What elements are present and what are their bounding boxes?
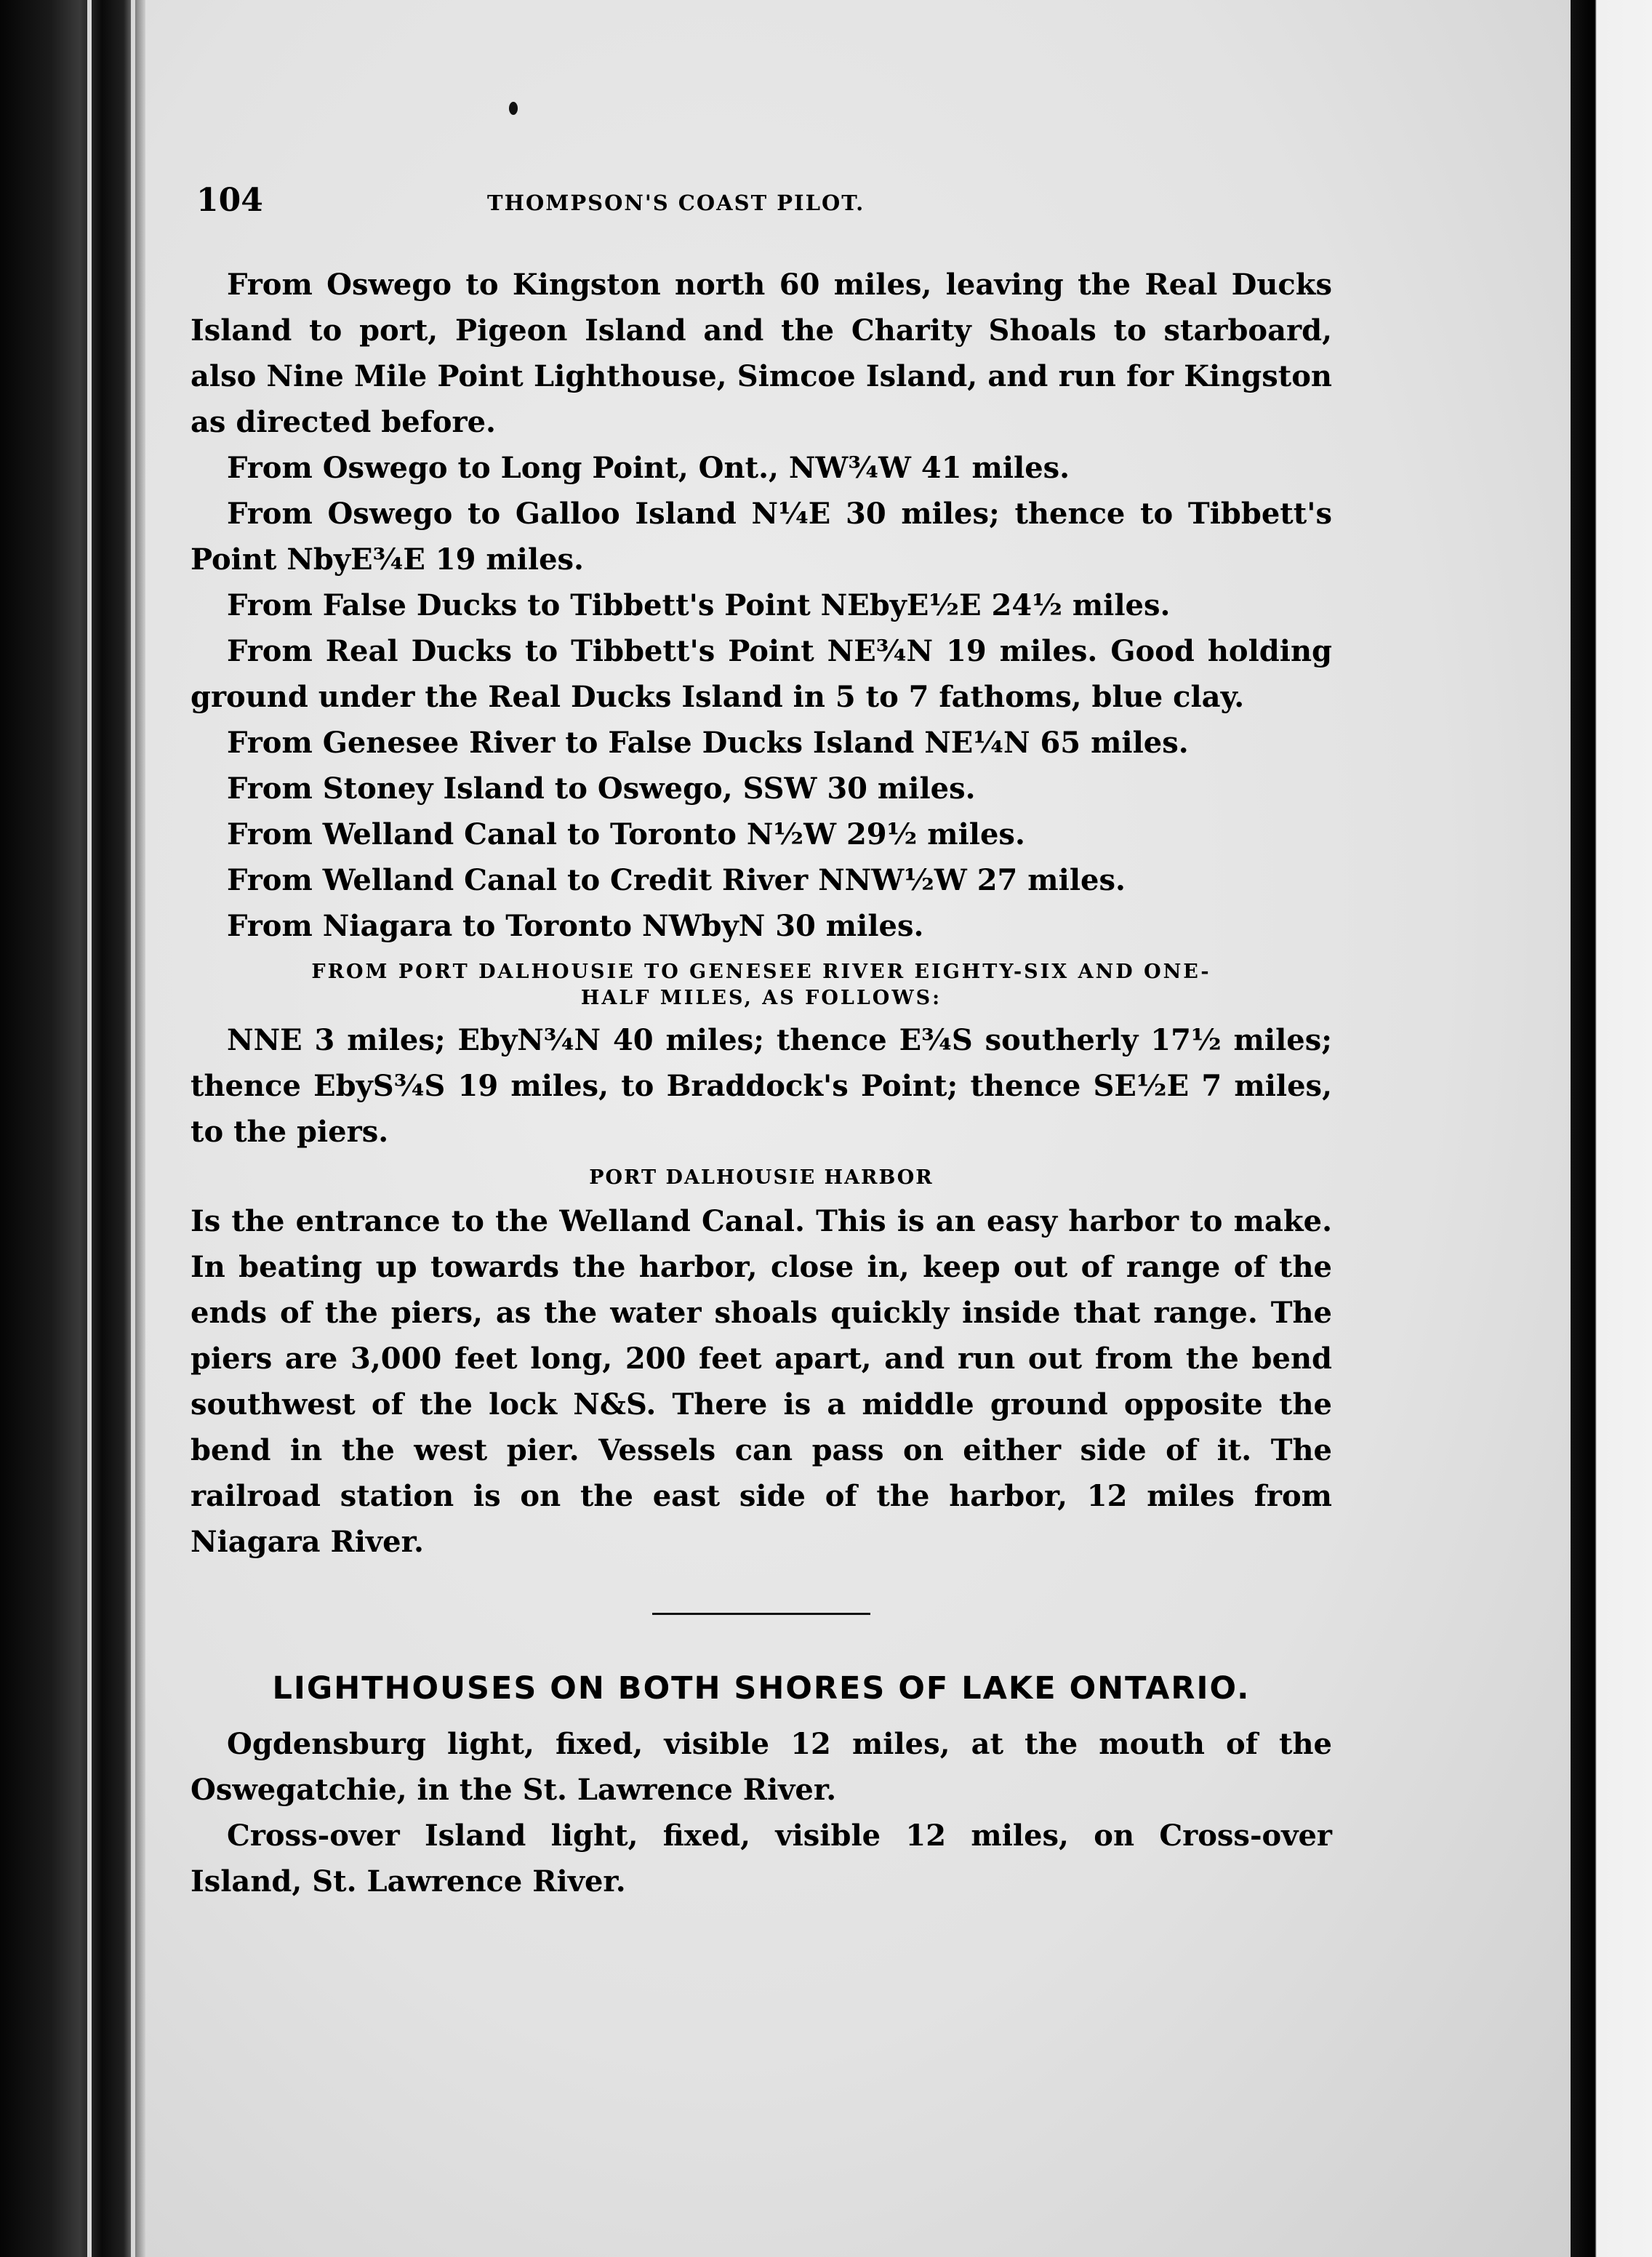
paragraph: From Welland Canal to Toronto N½W 29½ miles. <box>227 817 1025 851</box>
route-heading-line: HALF MILES, AS FOLLOWS: <box>580 987 942 1009</box>
ink-speck <box>509 102 518 115</box>
section-heading-route <box>191 959 1332 1011</box>
paragraph: From Genesee River to False Ducks Island NE¼N 65 miles. <box>227 726 1189 760</box>
paragraph: From Oswego to Long Point, Ont., NW¾W 41 miles. <box>227 451 1070 485</box>
page-number: 104 <box>196 182 263 219</box>
lighthouses-heading: LIGHTHOUSES ON BOTH SHORES OF LAKE ONTARIO. <box>272 1670 1251 1707</box>
paragraph: From Oswego to Kingston north 60 miles, leaving the Real Ducks Island to port, Pigeon Island and the Charity Shoals to starboard, also Nine Mile Point Lighthouse, Simcoe Island, and run for Kingston as directed before. <box>191 268 1332 439</box>
harbor-paragraph: Is the entrance to the Welland Canal. This is an easy harbor to make. In beating up towards the harbor, close in, keep out of range of the ends of the piers, as the water shoals quickly inside that range. The piers are 3,000 feet long, 200 feet apart, and run out from the bend southwest of the lock N&S. There is a middle ground opposite the bend in the west pier. Vessels can pass on either side of it. The railroad station is on the east side of the harbor, 12 miles from Niagara River. <box>191 1204 1332 1559</box>
running-title: THOMPSON'S COAST PILOT. <box>487 191 865 215</box>
section-divider <box>652 1613 870 1615</box>
paragraph: From False Ducks to Tibbett's Point NEbyE½E 24½ miles. <box>227 588 1171 622</box>
binding-edge <box>131 0 135 2257</box>
paragraph: From Oswego to Galloo Island N¼E 30 miles; thence to Tibbett's Point NbyE¾E 19 miles. <box>191 497 1332 577</box>
book-binding <box>0 0 145 2257</box>
adjacent-page-edge <box>1571 0 1652 2257</box>
paragraph: From Niagara to Toronto NWbyN 30 miles. <box>227 909 924 943</box>
route-heading-line: FROM PORT DALHOUSIE TO GENESEE RIVER EIGHTY-SIX AND ONE- <box>311 961 1211 983</box>
section-heading-harbor: PORT DALHOUSIE HARBOR <box>589 1166 934 1189</box>
page-body <box>191 262 1332 1904</box>
paragraph: From Stoney Island to Oswego, SSW 30 miles. <box>227 771 976 806</box>
binding-edge <box>87 0 92 2257</box>
paragraph: From Welland Canal to Credit River NNW½W 27 miles. <box>227 863 1126 897</box>
route-paragraph: NNE 3 miles; EbyN¾N 40 miles; thence E¾S southerly 17½ miles; thence EbyS¾S 19 miles, to Braddock's Point; thence SE½E 7 miles, to the piers. <box>191 1023 1332 1149</box>
page-header <box>196 182 1331 225</box>
paragraph: From Real Ducks to Tibbett's Point NE¾N 19 miles. Good holding ground under the Real Ducks Island in 5 to 7 fathoms, blue clay. <box>191 634 1332 714</box>
lighthouse-entry: Cross-over Island light, fixed, visible 12 miles, on Cross-over Island, St. Lawrence River. <box>191 1819 1332 1899</box>
lighthouse-entry: Ogdensburg light, fixed, visible 12 miles, at the mouth of the Oswegatchie, in the St. Lawrence River. <box>191 1727 1332 1807</box>
